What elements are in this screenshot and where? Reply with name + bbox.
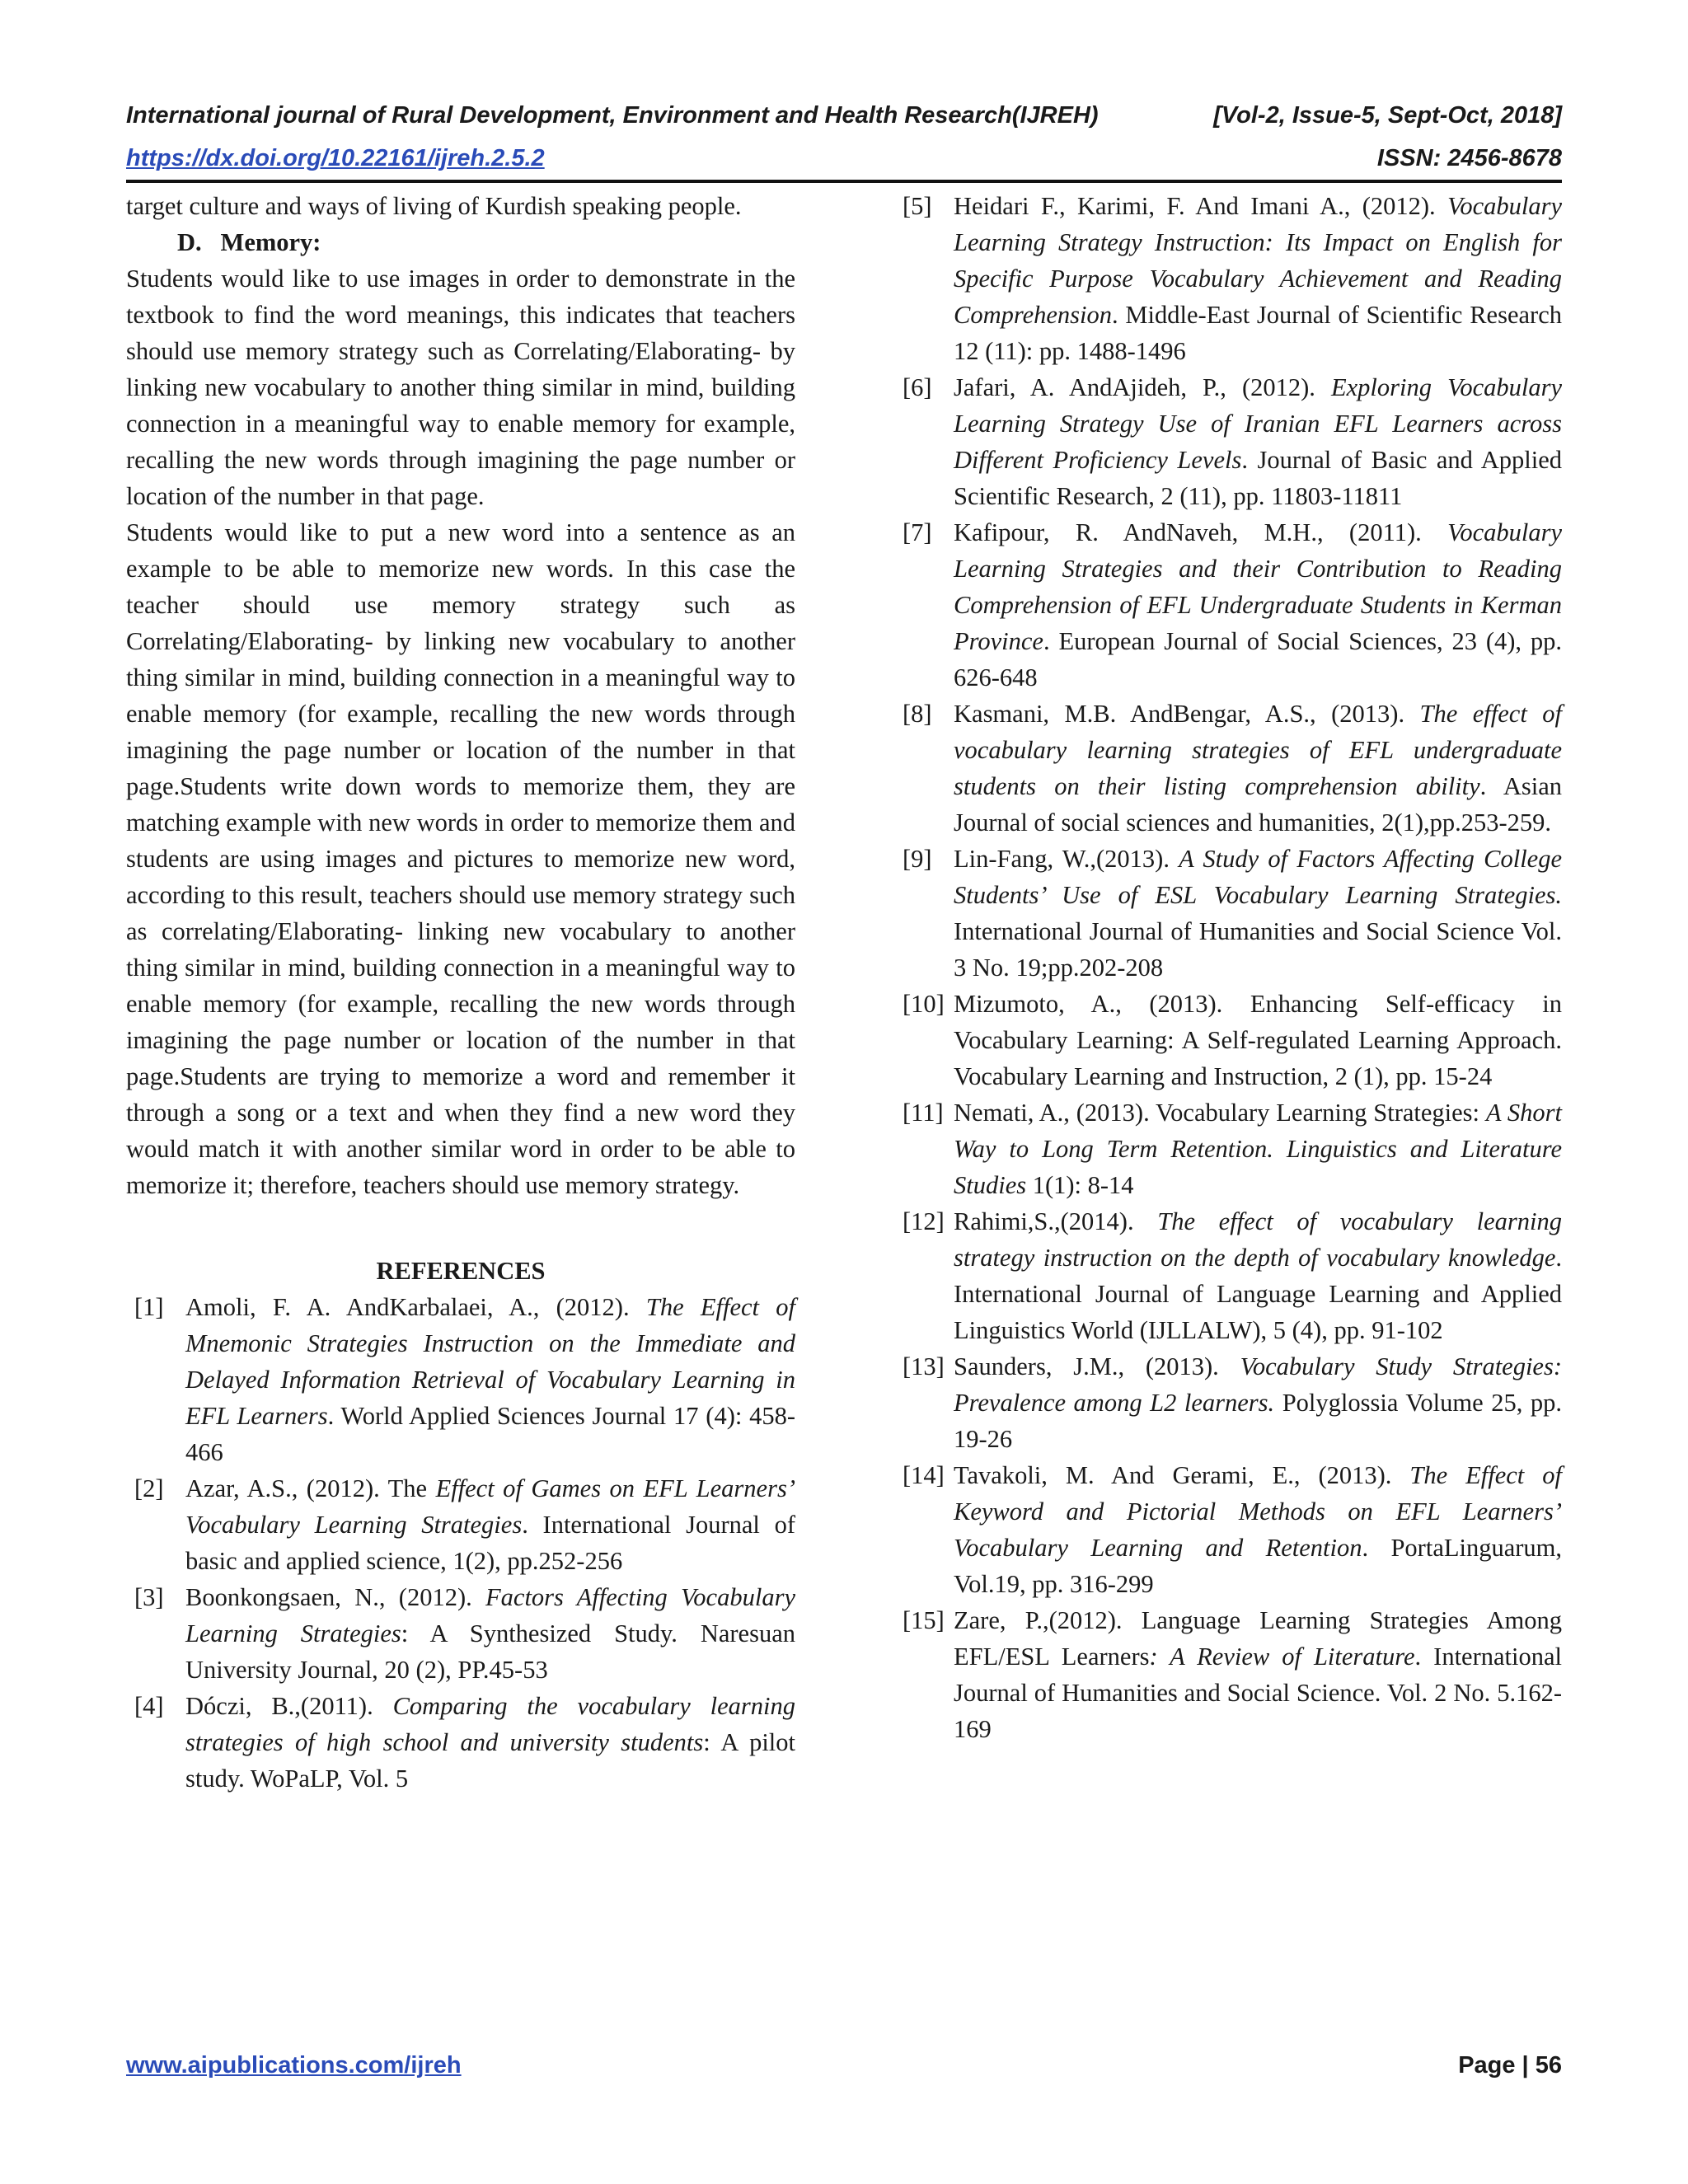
reference-authors: Boonkongsaen, N., (2012).	[185, 1583, 486, 1611]
reference-title: Effect of Games on EFL Learners’ Vocabulary Learning Strategies	[185, 1474, 795, 1539]
reference-source: . World Applied Sciences Journal 17 (4): 458-466	[185, 1402, 795, 1466]
reference-source: . International Journal of Language Learning and Applied Linguistics World (IJLLALW), 5 (4), pp. 91-102	[954, 1244, 1562, 1344]
reference-text	[954, 696, 1562, 841]
reference-source: . Asian Journal of social sciences and humanities, 2(1),pp.253-259.	[954, 772, 1562, 837]
reference-text	[185, 1579, 795, 1688]
reference-title: Vocabulary Learning Strategy Instruction: Its Impact on English for Specific Purpose Vocabulary Achievement and Reading Comprehension	[954, 192, 1562, 329]
footer-url[interactable]: www.aipublications.com/ijreh	[126, 2052, 462, 2079]
reference-authors: Rahimi,S.,(2014).	[954, 1207, 1158, 1235]
reference-text	[954, 841, 1562, 986]
reference-text	[954, 514, 1562, 696]
reference-item	[126, 1688, 795, 1797]
page-number: Page | 56	[1458, 2052, 1562, 2079]
reference-title: A Short Way to Long Term Retention. Linguistics and Literature Studies	[954, 1099, 1562, 1199]
reference-list-right	[903, 188, 1562, 1747]
header-identifiers	[126, 145, 1562, 172]
reference-number: [7]	[903, 518, 932, 546]
reference-source: . International Journal of basic and applied science, 1(2), pp.252-256	[185, 1511, 796, 1575]
reference-source: 1(1): 8-14	[1026, 1171, 1134, 1199]
running-header	[126, 102, 1562, 129]
reference-source: Polyglossia Volume 25, pp. 19-26	[954, 1389, 1562, 1453]
reference-authors: Lin-Fang, W.,(2013).	[954, 845, 1179, 873]
reference-title: The Effect of Keyword and Pictorial Methods on EFL Learners’ Vocabulary Learning and Retention	[954, 1461, 1562, 1562]
reference-text	[954, 986, 1562, 1094]
reference-authors: Azar, A.S., (2012). The	[185, 1474, 436, 1502]
reference-text	[954, 1203, 1562, 1348]
reference-text	[954, 1602, 1562, 1747]
reference-authors: Saunders, J.M., (2013).	[954, 1352, 1240, 1380]
reference-number: [3]	[134, 1583, 164, 1611]
reference-item	[903, 1602, 1562, 1747]
reference-item	[903, 986, 1562, 1094]
reference-item	[903, 1094, 1562, 1203]
reference-source: . Middle-East Journal of Scientific Research 12 (11): pp. 1488-1496	[954, 301, 1562, 365]
reference-item	[903, 369, 1562, 514]
section-heading-memory: D. Memory:	[177, 228, 321, 256]
reference-number: [11]	[903, 1099, 944, 1127]
reference-item	[126, 1289, 795, 1470]
reference-authors: Jafari, A. AndAjideh, P., (2012).	[954, 373, 1332, 401]
reference-authors: Kasmani, M.B. AndBengar, A.S., (2013).	[954, 700, 1420, 728]
issn: ISSN: 2456-8678	[1376, 145, 1562, 171]
reference-source: : A pilot study. WoPaLP, Vol. 5	[185, 1728, 795, 1793]
reference-item	[903, 514, 1562, 696]
reference-number: [6]	[903, 373, 932, 401]
reference-source: . International Journal of Humanities and Social Science. Vol. 2 No. 5.162-169	[954, 1643, 1562, 1743]
reference-source: . PortaLinguarum, Vol.19, pp. 316-299	[954, 1534, 1563, 1598]
reference-title: The effect of vocabulary learning strategies of EFL undergraduate students on their listing comprehension ability	[954, 700, 1562, 800]
volume-info: [Vol-2, Issue-5, Sept-Oct, 2018]	[1213, 102, 1562, 129]
paragraph: Students would like to put a new word into a sentence as an example to be able to memorize new words. In this case the teacher should use memory strategy such as Correlating/Elaborating- by linking new vocabulary to another thing similar in mind, building connection in a meaningful way to enable memory (for example, recalling the new words through imagining the page number or location of the number in that page.Students write down words to memorize them, they are matching example with new words in order to memorize them and students are using images and pictures to memorize new word, according to this result, teachers should use memory strategy such as correlating/Elaborating- linking new vocabulary to another thing similar in mind, building connection in a meaningful way to enable memory (for example, recalling the new words through imagining the page number or location of the number in that page.Students are trying to memorize a word and remember it through a song or a text and when they find a new word they would match it with another similar word in order to be able to memorize it; therefore, teachers should use memory strategy.	[126, 518, 795, 1199]
reference-title: The Effect of Mnemonic Strategies Instruction on the Immediate and Delayed Information Retrieval of Vocabulary Learning in EFL Learners	[185, 1293, 796, 1430]
reference-number: [15]	[903, 1606, 945, 1634]
reference-text	[954, 369, 1562, 514]
reference-authors: Nemati, A., (2013). Vocabulary Learning Strategies:	[954, 1099, 1486, 1127]
reference-number: [13]	[903, 1352, 945, 1380]
reference-source: : A Synthesized Study. Naresuan University Journal, 20 (2), PP.45-53	[185, 1619, 795, 1684]
reference-text	[185, 1470, 795, 1579]
reference-item	[903, 696, 1562, 841]
reference-number: [14]	[903, 1461, 945, 1489]
reference-item	[903, 1457, 1562, 1602]
reference-number: [10]	[903, 990, 945, 1018]
reference-source: . Journal of Basic and Applied Scientific Research, 2 (11), pp. 11803-11811	[954, 446, 1562, 510]
reference-item	[903, 1348, 1562, 1457]
reference-source: International Journal of Humanities and Social Science Vol. 3 No. 19;pp.202-208	[954, 917, 1562, 982]
header-rule	[126, 180, 1562, 183]
reference-title: Vocabulary Study Strategies: Prevalence among L2 learners.	[954, 1352, 1562, 1417]
reference-title: Comparing the vocabulary learning strategies of high school and university students	[185, 1692, 795, 1756]
reference-item	[126, 1579, 795, 1688]
reference-authors: Amoli, F. A. AndKarbalaei, A., (2012).	[185, 1293, 646, 1321]
reference-title: : A Review of Literature	[1149, 1643, 1415, 1671]
reference-authors: Kafipour, R. AndNaveh, M.H., (2011).	[954, 518, 1448, 546]
reference-number: [4]	[134, 1692, 164, 1720]
reference-authors: Tavakoli, M. And Gerami, E., (2013).	[954, 1461, 1410, 1489]
reference-text	[954, 1457, 1562, 1602]
reference-item	[126, 1470, 795, 1579]
reference-text	[954, 188, 1562, 369]
references-heading: REFERENCES	[376, 1257, 546, 1285]
left-column	[126, 188, 795, 1797]
reference-list-left	[126, 1289, 795, 1797]
reference-text	[954, 1348, 1562, 1457]
reference-authors: Heidari F., Karimi, F. And Imani A., (2012).	[954, 192, 1448, 220]
reference-item	[903, 841, 1562, 986]
reference-authors: Zare, P.,(2012). Language Learning Strategies Among EFL/ESL Learners	[954, 1606, 1562, 1671]
reference-text	[185, 1688, 795, 1797]
reference-number: [1]	[134, 1293, 164, 1321]
reference-source: . European Journal of Social Sciences, 23 (4), pp. 626-648	[954, 627, 1562, 691]
paragraph-continued: target culture and ways of living of Kurdish speaking people.	[126, 192, 742, 220]
journal-title: International journal of Rural Development, Environment and Health Research(IJREH)	[126, 102, 1099, 129]
reference-number: [12]	[903, 1207, 945, 1235]
reference-authors: Dóczi, B.,(2011).	[185, 1692, 393, 1720]
doi-link[interactable]: https://dx.doi.org/10.22161/ijreh.2.5.2	[126, 145, 545, 171]
reference-text	[185, 1289, 795, 1470]
paragraph: Students would like to use images in order to demonstrate in the textbook to find the word meanings, this indicates that teachers should use memory strategy such as Correlating/Elaborating- by linking new vocabulary to another thing similar in mind, building connection in a meaningful way to enable memory for example, recalling the new words through imagining the page number or location of the number in that page.	[126, 265, 795, 510]
reference-authors: Mizumoto, A., (2013). Enhancing Self-efficacy in Vocabulary Learning: A Self-regulated Learning Approach. Vocabulary Learning and Instruction, 2 (1), pp. 15-24	[954, 990, 1562, 1090]
reference-number: [9]	[903, 845, 932, 873]
reference-text	[954, 1094, 1562, 1203]
reference-number: [8]	[903, 700, 932, 728]
reference-number: [2]	[134, 1474, 164, 1502]
reference-title: A Study of Factors Affecting College Students’ Use of ESL Vocabulary Learning Strategies.	[954, 845, 1562, 909]
reference-title: The effect of vocabulary learning strategy instruction on the depth of vocabulary knowledge	[954, 1207, 1562, 1272]
reference-item	[903, 1203, 1562, 1348]
right-column	[903, 188, 1562, 1747]
reference-title: Vocabulary Learning Strategies and their Contribution to Reading Comprehension of EFL Undergraduate Students in Kerman Province	[954, 518, 1562, 655]
reference-title: Exploring Vocabulary Learning Strategy Use of Iranian EFL Learners across Different Proficiency Levels	[954, 373, 1563, 474]
reference-number: [5]	[903, 192, 932, 220]
page-footer	[126, 2052, 1562, 2079]
reference-item	[903, 188, 1562, 369]
reference-title: Factors Affecting Vocabulary Learning Strategies	[185, 1583, 795, 1647]
